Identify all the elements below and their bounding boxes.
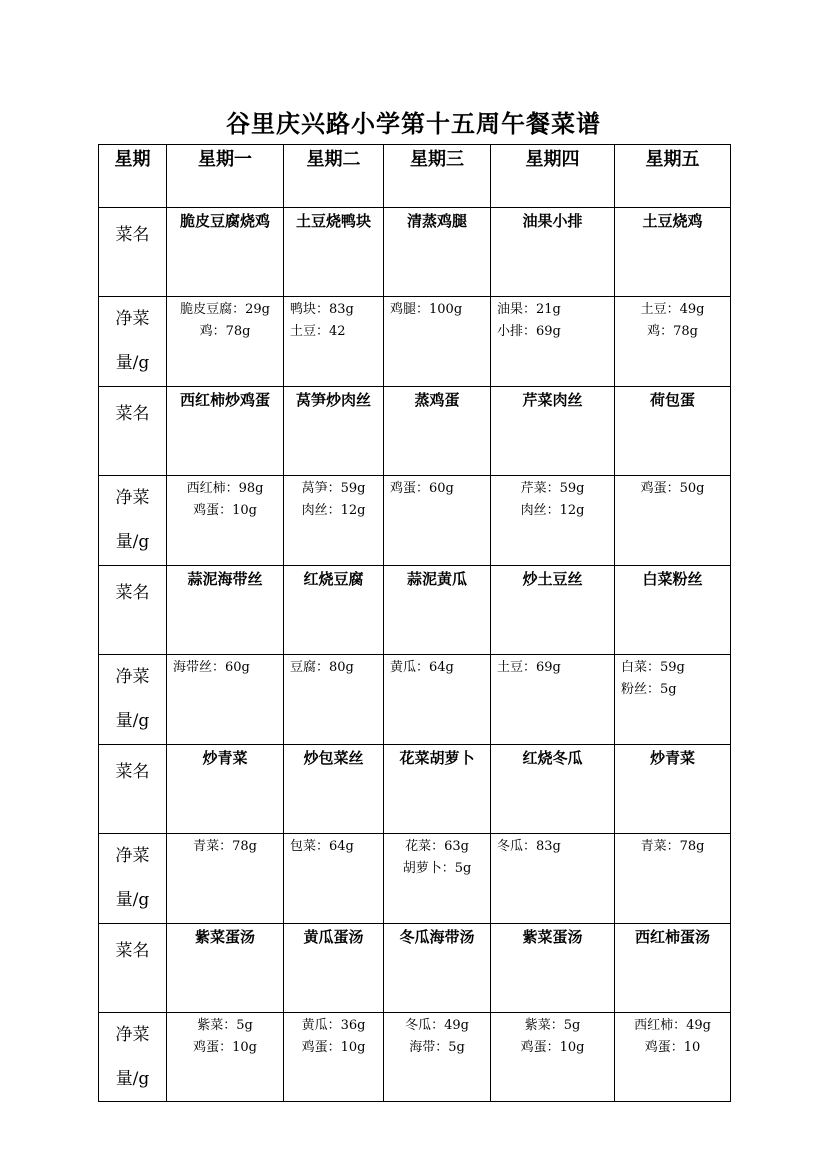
header-cell-tuesday: 星期二 [284,145,384,208]
ingredient-weight: 鸡蛋：10g [193,503,257,518]
net-weight-row [99,476,731,566]
ingredient-weight: 油果：21g [497,302,561,317]
dish-name-cell: 红烧冬瓜 [491,745,615,834]
net-weight-cell [491,655,615,745]
ingredient-weight: 土豆：42 [290,324,346,339]
ingredient-weight: 西红柿：98g [186,481,264,496]
net-weight-cell [615,476,731,566]
net-weight-row [99,297,731,387]
net-weight-cell [167,476,284,566]
dish-name-cell: 黄瓜蛋汤 [284,924,384,1013]
net-weight-cell [384,476,491,566]
ingredient-weight: 海带丝：60g [173,660,250,675]
ingredient-weight: 鸡腿：100g [390,302,463,317]
row-label-net-weight [99,297,167,387]
row-label-net-weight-line1: 净菜 [115,667,150,687]
net-weight-cell [615,297,731,387]
header-row [99,145,731,208]
menu-table [98,144,731,1102]
row-label-dish: 菜名 [99,208,167,297]
net-weight-row [99,655,731,745]
net-weight-cell [284,834,384,924]
ingredient-weight: 鸡：78g [647,324,698,339]
ingredient-weight: 紫菜：5g [524,1018,581,1033]
net-weight-cell [384,1013,491,1102]
ingredient-weight: 鸡蛋：10g [301,1040,366,1055]
net-weight-cell [167,297,284,387]
dish-name-cell: 紫菜蛋汤 [167,924,284,1013]
dish-name-cell: 土豆烧鸭块 [284,208,384,297]
net-weight-cell [167,655,284,745]
dish-name-cell: 蒜泥海带丝 [167,566,284,655]
dish-name-cell: 土豆烧鸡 [615,208,731,297]
dish-name-cell: 芹菜肉丝 [491,387,615,476]
row-label-dish: 菜名 [99,566,167,655]
ingredient-weight: 鸭块：83g [290,302,354,317]
ingredient-weight: 鸡蛋：10 [644,1040,701,1055]
ingredient-weight: 鸡蛋：60g [390,481,454,496]
ingredient-weight: 粉丝：5g [621,682,677,697]
page-title: 谷里庆兴路小学第十五周午餐菜谱 [226,109,601,138]
row-label-net-weight-line2: 量/g [115,532,150,552]
ingredient-weight: 鸡：78g [199,324,251,339]
net-weight-row [99,834,731,924]
net-weight-cell [167,1013,284,1102]
dish-name-cell: 蒜泥黄瓜 [384,566,491,655]
dish-name-cell: 油果小排 [491,208,615,297]
net-weight-cell [284,297,384,387]
ingredient-weight: 青菜：78g [193,839,257,854]
dish-name-cell: 花菜胡萝卜 [384,745,491,834]
dish-name-cell: 炒青菜 [167,745,284,834]
dish-name-cell: 紫菜蛋汤 [491,924,615,1013]
row-label-net-weight [99,476,167,566]
row-label-dish: 菜名 [99,924,167,1013]
header-cell-thursday: 星期四 [491,145,615,208]
ingredient-weight: 芹菜：59g [520,481,585,496]
dish-name-cell: 西红柿蛋汤 [615,924,731,1013]
dish-name-row [99,924,731,1013]
dish-name-row [99,745,731,834]
ingredient-weight: 鸡蛋：10g [193,1040,257,1055]
net-weight-cell [167,834,284,924]
net-weight-cell [615,834,731,924]
ingredient-weight: 花菜：63g [405,839,469,854]
ingredient-weight: 脆皮豆腐：29g [180,302,270,317]
row-label-net-weight-line2: 量/g [115,353,150,373]
ingredient-weight: 黄瓜：64g [390,660,454,675]
dish-name-row [99,208,731,297]
row-label-net-weight-line1: 净菜 [115,309,150,329]
net-weight-cell [384,834,491,924]
row-label-net-weight [99,834,167,924]
row-label-net-weight-line1: 净菜 [115,1025,150,1045]
ingredient-weight: 包菜：64g [290,839,354,854]
dish-name-cell: 冬瓜海带汤 [384,924,491,1013]
row-label-net-weight-line2: 量/g [115,890,150,910]
row-label-net-weight [99,1013,167,1102]
dish-name-row [99,566,731,655]
ingredient-weight: 胡萝卜：5g [402,861,472,876]
row-label-net-weight-line2: 量/g [115,711,150,731]
dish-name-cell: 蒸鸡蛋 [384,387,491,476]
dish-name-cell: 白菜粉丝 [615,566,731,655]
dish-name-cell: 红烧豆腐 [284,566,384,655]
ingredient-weight: 小排：69g [497,324,561,339]
dish-name-row [99,387,731,476]
dish-name-cell: 炒土豆丝 [491,566,615,655]
net-weight-cell [384,655,491,745]
ingredient-weight: 土豆：49g [640,302,705,317]
net-weight-cell [491,834,615,924]
row-label-net-weight [99,655,167,745]
ingredient-weight: 青菜：78g [640,839,705,854]
net-weight-cell [615,1013,731,1102]
row-label-net-weight-line2: 量/g [115,1069,150,1089]
dish-name-cell: 荷包蛋 [615,387,731,476]
net-weight-row [99,1013,731,1102]
ingredient-weight: 冬瓜：49g [405,1018,469,1033]
net-weight-cell [284,1013,384,1102]
row-label-dish: 菜名 [99,745,167,834]
dish-name-cell: 莴笋炒肉丝 [284,387,384,476]
row-label-net-weight-line1: 净菜 [115,488,150,508]
row-label-net-weight-line1: 净菜 [115,846,150,866]
dish-name-cell: 清蒸鸡腿 [384,208,491,297]
ingredient-weight: 海带：5g [409,1040,465,1055]
dish-name-cell: 炒包菜丝 [284,745,384,834]
net-weight-cell [491,476,615,566]
row-label-dish: 菜名 [99,387,167,476]
ingredient-weight: 土豆：69g [497,660,561,675]
dish-name-cell: 脆皮豆腐烧鸡 [167,208,284,297]
ingredient-weight: 肉丝：12g [520,503,585,518]
ingredient-weight: 鸡蛋：10g [520,1040,585,1055]
ingredient-weight: 紫菜：5g [197,1018,253,1033]
header-cell-friday: 星期五 [615,145,731,208]
net-weight-cell [284,655,384,745]
header-cell-wednesday: 星期三 [384,145,491,208]
ingredient-weight: 西红柿：49g [634,1018,711,1033]
net-weight-cell [491,297,615,387]
ingredient-weight: 白菜：59g [621,660,685,675]
ingredient-weight: 肉丝：12g [301,503,366,518]
ingredient-weight: 鸡蛋：50g [640,481,705,496]
header-cell-monday: 星期一 [167,145,284,208]
ingredient-weight: 黄瓜：36g [301,1018,366,1033]
ingredient-weight: 豆腐：80g [290,660,354,675]
header-cell-weekday: 星期 [99,145,167,208]
dish-name-cell: 炒青菜 [615,745,731,834]
net-weight-cell [284,476,384,566]
net-weight-cell [384,297,491,387]
dish-name-cell: 西红柿炒鸡蛋 [167,387,284,476]
net-weight-cell [615,655,731,745]
ingredient-weight: 冬瓜：83g [497,839,561,854]
ingredient-weight: 莴笋：59g [301,481,366,496]
net-weight-cell [491,1013,615,1102]
